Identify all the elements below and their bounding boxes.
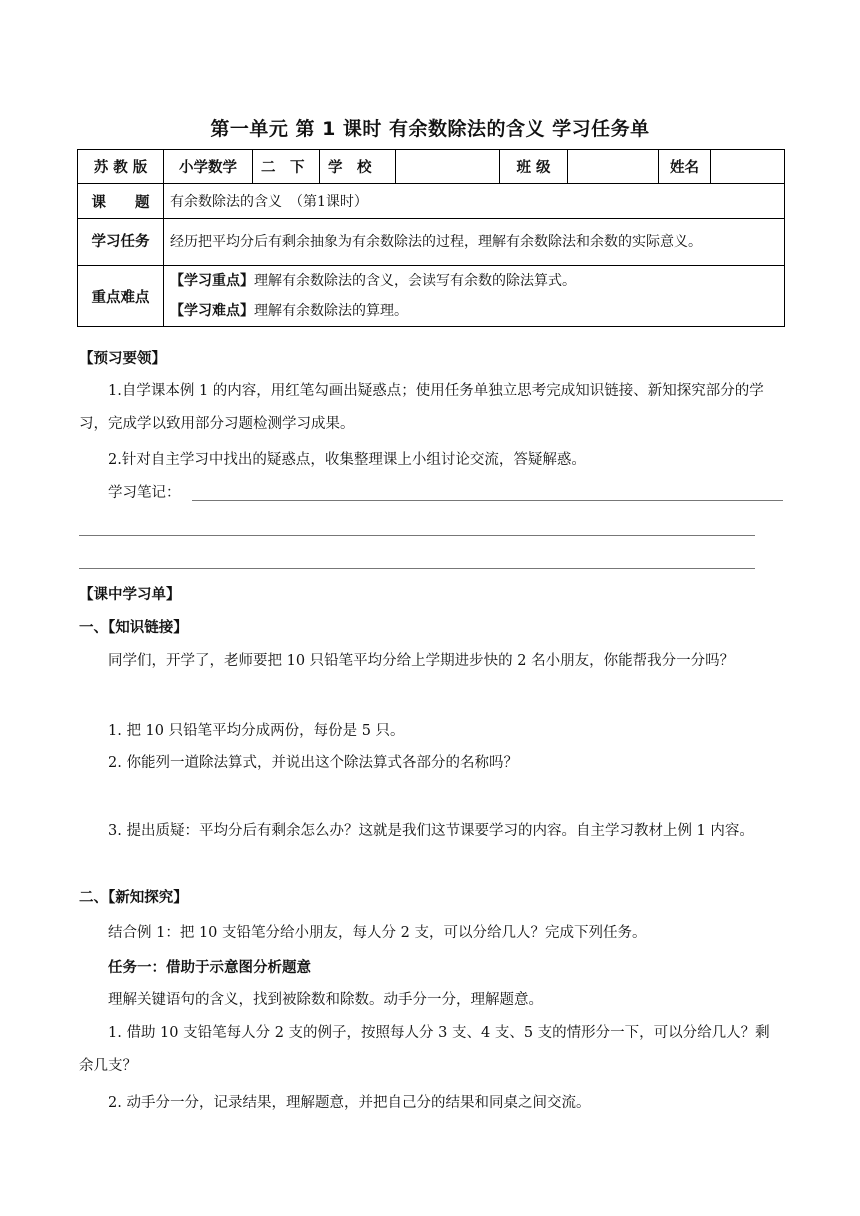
class-field[interactable] [568,150,659,184]
topic-value: 有余数除法的含义 （第1课时） [164,184,785,219]
link-intro: 同学们，开学了，老师要把 10 只铅笔平均分给上学期进步快的 2 名小朋友，你能帮我分一分吗？ [108,653,735,669]
preview-p2: 2.针对自主学习中找出的疑惑点，收集整理课上小组讨论交流，答疑解惑。 [108,452,586,468]
task1-title: 任务一：借助于示意图分析题意 [108,960,311,976]
school-field[interactable] [396,150,500,184]
notes-line-1[interactable] [192,500,783,501]
link-q2: 2. 你能列一道除法算式，并说出这个除法算式各部分的名称吗？ [108,755,518,771]
explore-intro: 结合例 1：把 10 支铅笔分给小朋友，每人分 2 支，可以分给几人？完成下列任务。 [108,925,647,941]
class-sheet-heading: 【课中学习单】 [79,587,181,603]
link-q3: 3. 提出质疑：平均分后有剩余怎么办？这就是我们这节课要学习的内容。自主学习教材上例 1 内容。 [108,823,754,839]
page-title: 第一单元 第 1 课时 有余数除法的含义 学习任务单 [210,118,650,140]
task-label: 学习任务 [78,219,164,266]
key-point-line [170,266,778,296]
topic-label: 课 题 [78,184,164,219]
notes-line-3[interactable] [79,568,755,569]
key-point-text: 理解有余数除法的含义，会读写有余数的除法算式。 [254,273,576,289]
difficulty-text: 理解有余数除法的算理。 [254,303,408,319]
subject-cell: 小学数学 [164,150,253,184]
version-label: 苏 教 版 [78,150,164,184]
task1-intro: 理解关键语句的含义，找到被除数和除数。动手分一分，理解题意。 [108,992,543,1008]
task1-q2: 2. 动手分一分，记录结果，理解题意，并把自己分的结果和同桌之间交流。 [108,1095,591,1111]
key-label: 重点难点 [78,266,164,327]
task-value: 经历把平均分后有剩余抽象为有余数除法的过程，理解有余数除法和余数的实际意义。 [164,219,785,266]
notes-label: 学习笔记： [108,485,181,501]
notes-line-2[interactable] [79,535,755,536]
key-point-tag: 【学习重点】 [170,273,254,289]
difficulty-line [170,296,778,326]
info-table [77,149,785,327]
name-field[interactable] [711,150,785,184]
difficulty-tag: 【学习难点】 [170,303,254,319]
school-label: 学 校 [320,150,396,184]
key-cell [164,266,785,327]
link-q1: 1. 把 10 只铅笔平均分成两份，每份是 5 只。 [108,723,405,739]
name-label: 姓名 [659,150,711,184]
explore-heading: 二、【新知探究】 [79,890,188,906]
grade-cell: 二 下 [253,150,320,184]
preview-p1: 1.自学课本例 1 的内容，用红笔勾画出疑惑点；使用任务单独立思考完成知识链接、新知探究部分的学习，完成学以致用部分习题检测学习成果。 [79,383,764,432]
preview-heading: 【预习要领】 [79,351,166,367]
task1-q1: 1. 借助 10 支铅笔每人分 2 支的例子，按照每人分 3 支、4 支、5 支的情形分一下，可以分给几人？剩余几支？ [79,1025,770,1074]
class-label: 班 级 [500,150,568,184]
link-heading: 一、【知识链接】 [79,620,188,636]
